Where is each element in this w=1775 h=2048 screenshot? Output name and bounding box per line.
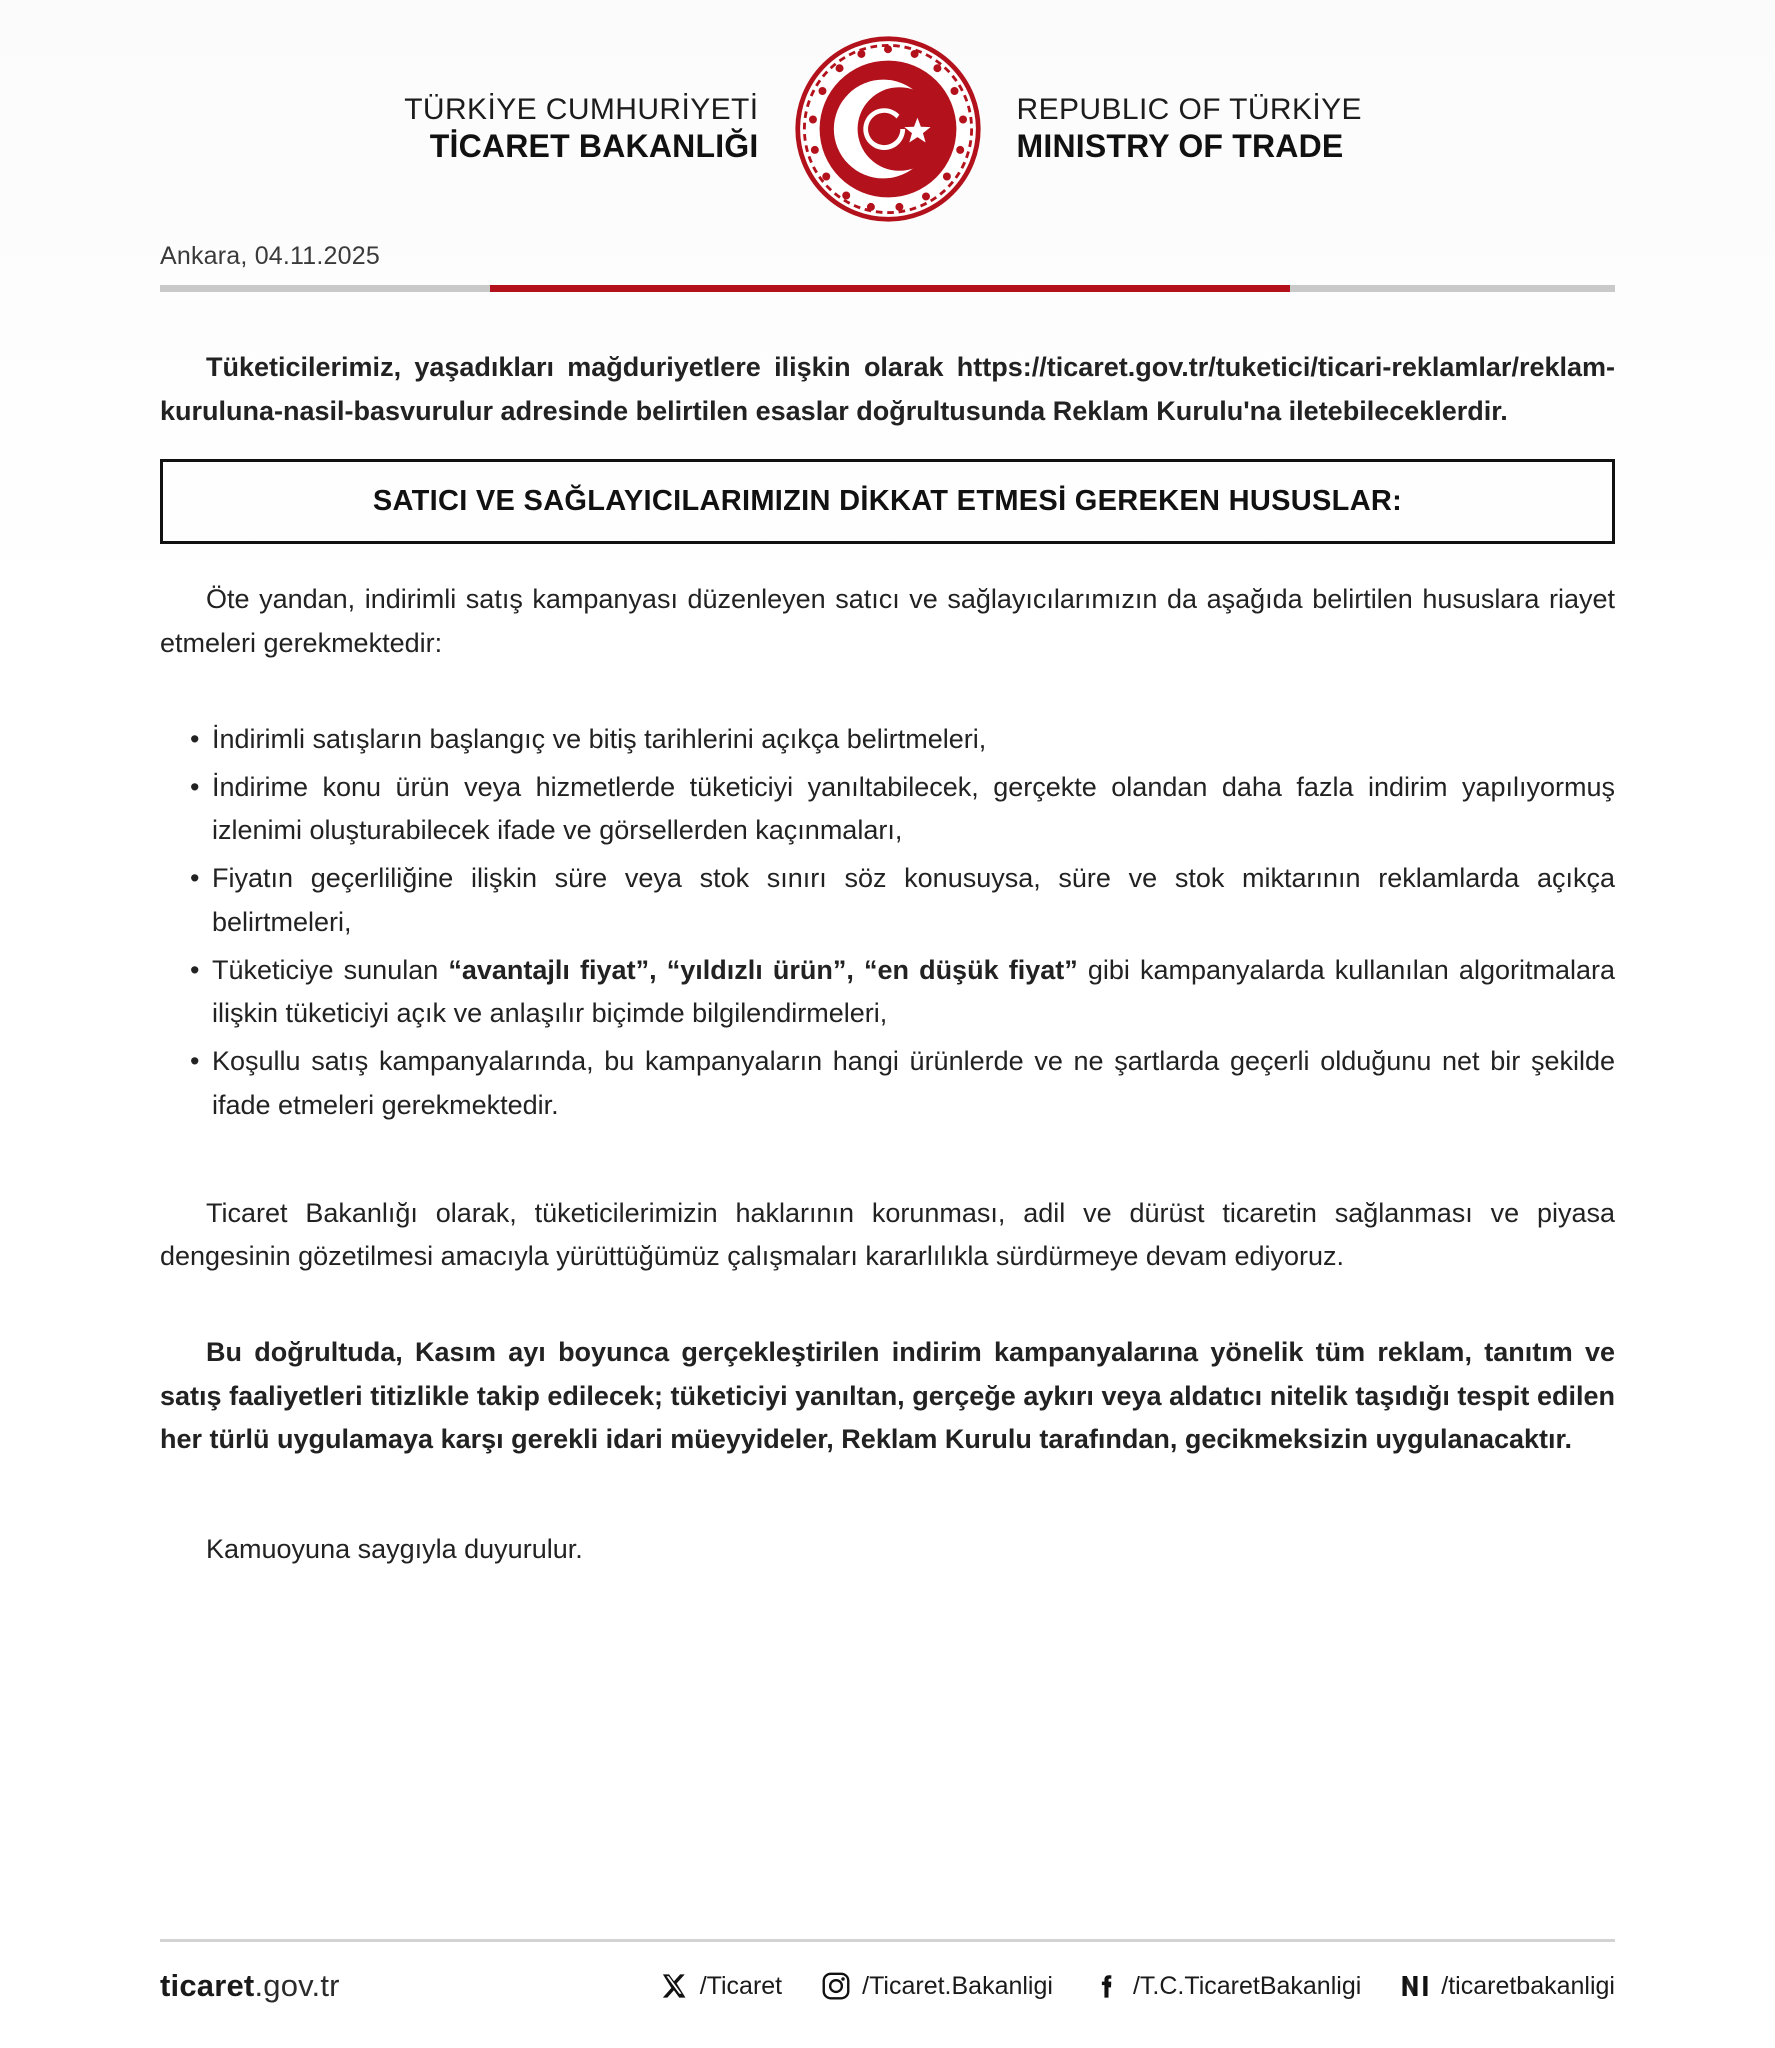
list-item-text-pre: Fiyatın geçerliliğine ilişkin süre veya stok sınırı söz konusuysa, süre ve stok miktarının reklamlarda açıkça belirtmeleri, (212, 863, 1615, 937)
intro-paragraph: Tüketicilerimiz, yaşadıkları mağduriyetlere ilişkin olarak https://ticaret.gov.tr/tuketici/ticari-reklamlar/reklam-kuruluna-nasil-basvurulur adresinde belirtilen esaslar doğrultusunda Reklam Kurulu'na iletebileceklerdir. (160, 352, 1615, 426)
list-item (160, 1040, 1615, 1127)
social-link-linkedin[interactable] (1399, 1970, 1615, 2002)
list-item-text-pre: Koşullu satış kampanyalarında, bu kampanyaların hangi ürünlerde ve ne şartlarda geçerli olduğunu net bir şekilde ifade etmeleri gerekmektedir. (212, 1046, 1615, 1120)
dateline-row (160, 242, 1615, 300)
header-divider (160, 285, 1615, 292)
list-item (160, 949, 1615, 1036)
section-banner (160, 459, 1615, 544)
list-item-text-strong: “avantajlı fiyat”, “yıldızlı ürün”, “en düşük fiyat” (448, 954, 1078, 985)
social-handle: /ticaretbakanligi (1441, 1971, 1615, 2000)
list-item-text-pre: İndirime konu ürün veya hizmetlerde tüketiciyi yanıltabilecek, gerçekte olandan daha fazla indirim yapılıyormuş izlenimi oluşturabilecek ifade ve görsellerden kaçınmaları, (212, 771, 1615, 846)
list-item (160, 766, 1615, 853)
instagram-icon (820, 1970, 852, 2002)
list-item-text-post: gibi kampanyalarda kullanılan algoritmalara ilişkin tüketiciyi açık ve anlaşılır biçimde bilgilendirmeleri, (212, 954, 1615, 1029)
header-english-line2: MINISTRY OF TRADE (1016, 127, 1344, 164)
linkedin-icon (1399, 1970, 1431, 2002)
social-handle: /Ticaret.Bakanligi (862, 1971, 1053, 2000)
spacer (160, 1152, 1615, 1192)
spacer (160, 1488, 1615, 1528)
spacer (160, 1305, 1615, 1331)
document-footer (160, 1939, 1615, 2004)
header-turkish-line2: TİCARET BAKANLIĞI (429, 127, 759, 164)
x-twitter-icon (658, 1970, 690, 2002)
document-body (160, 300, 1615, 1572)
divider-segment-grey-left (160, 285, 490, 292)
header-english-line1: REPUBLIC OF TÜRKİYE (1016, 93, 1362, 127)
section-banner-title: SATICI VE SAĞLAYICILARIMIZIN DİKKAT ETMESİ GEREKEN HUSUSLAR: (372, 485, 1403, 518)
obligations-list (160, 718, 1615, 1128)
footer-brand (160, 1968, 340, 2004)
footer-brand-bold: ticaret (160, 1968, 255, 2003)
footer-brand-light: .gov.tr (254, 1968, 340, 2003)
divider-segment-red (490, 285, 1290, 292)
closing-paragraph: Ticaret Bakanlığı olarak, tüketicilerimizin haklarının korunması, adil ve dürüst ticaretin sağlanması ve piyasa dengesinin gözetilmesi amacıyla yürüttüğümüz çalışmaları kararlılıkla sürdürmeye devam ediyoruz. (160, 1197, 1615, 1272)
document-header (160, 0, 1615, 234)
spacer (160, 692, 1615, 718)
footer-social-links (658, 1970, 1615, 2002)
list-item-text-pre: Tüketiciye sunulan (212, 954, 449, 985)
social-handle: /Ticaret (699, 1971, 783, 2000)
list-item-text-pre: İndirimli satışların başlangıç ve bitiş tarihlerini açıkça belirtmeleri, (212, 723, 987, 754)
list-item (160, 857, 1615, 944)
list-item (160, 718, 1615, 762)
turkish-republic-emblem (793, 34, 983, 224)
header-turkish-line1: TÜRKİYE CUMHURİYETİ (404, 93, 759, 127)
dateline: Ankara, 04.11.2025 (160, 242, 380, 270)
divider-segment-grey-right (1290, 285, 1615, 292)
facebook-icon (1091, 1970, 1123, 2002)
header-title-english (1017, 92, 1447, 165)
footer-divider (160, 1939, 1615, 1942)
lead-paragraph: Öte yandan, indirimli satış kampanyası düzenleyen satıcı ve sağlayıcılarımızın da aşağıda belirtilen hususlara riayet etmeleri gerekmektedir: (160, 584, 1615, 659)
social-link-instagram[interactable] (820, 1970, 1053, 2002)
social-link-facebook[interactable] (1091, 1970, 1361, 2002)
social-handle: /T.C.TicaretBakanligi (1132, 1971, 1362, 2000)
header-title-turkish (329, 92, 759, 165)
emphasis-paragraph: Bu doğrultuda, Kasım ayı boyunca gerçekleştirilen indirim kampanyalarına yönelik tüm reklam, tanıtım ve satış faaliyetleri titizlikle takip edilecek; tüketiciyi yanıltan, gerçeğe aykırı veya aldatıcı nitelik taşıdığı tespit edilen her türlü uygulamaya karşı gerekli idari müeyyideler, Reklam Kurulu tarafından, gecikmeksizin uygulanacaktır. (160, 1336, 1615, 1455)
signoff-paragraph: Kamuoyuna saygıyla duyurulur. (206, 1534, 583, 1565)
social-link-x[interactable] (658, 1970, 782, 2002)
